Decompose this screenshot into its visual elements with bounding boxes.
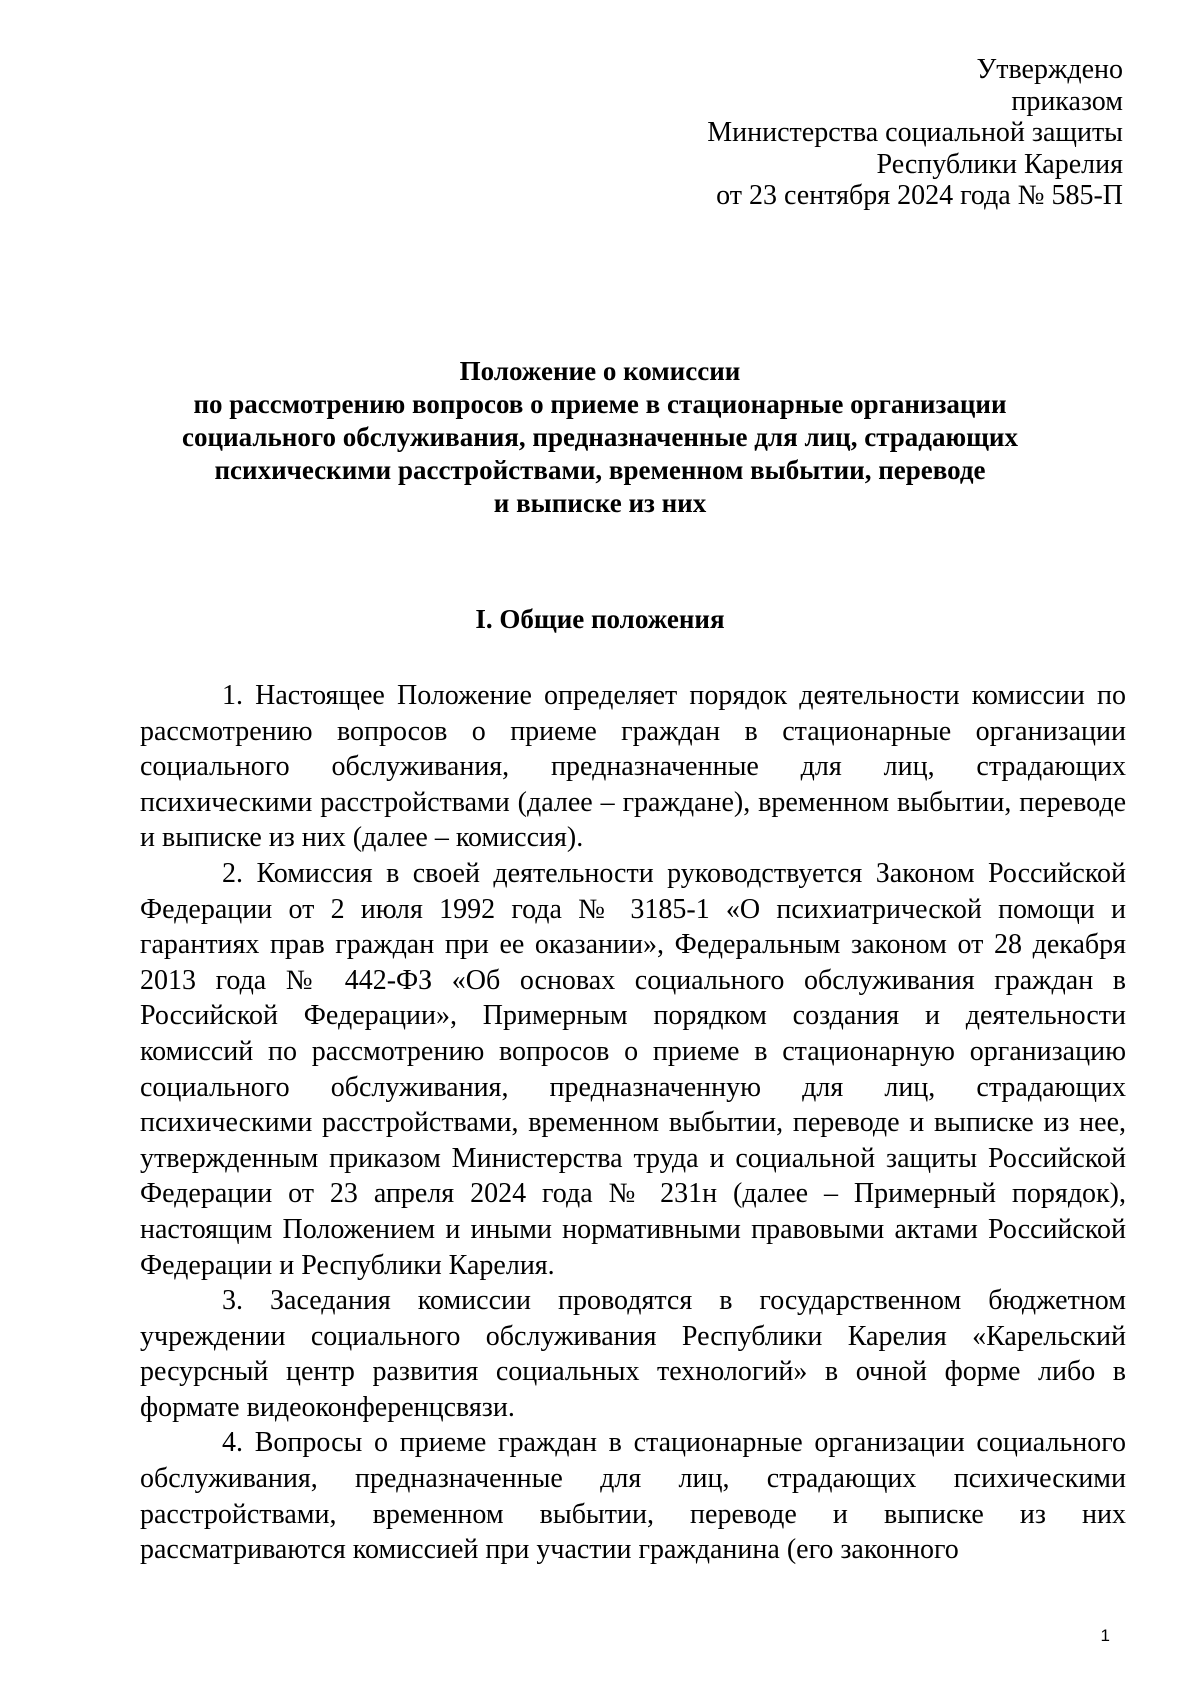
approval-line: Министерства социальной защиты [707,117,1123,148]
approval-line: от 23 сентября 2024 года № 585-П [716,180,1123,211]
section-heading: I. Общие положения [475,604,725,634]
title-line: социального обслуживания, предназначенные для лиц, страдающих [182,422,1018,452]
title-line: и выписке из них [493,488,707,518]
paragraph-2: 2. Комиссия в своей деятельности руководствуется Законом Российской Федерации от 2 июля 1992 года № 3185-1 «О психиатрической помощи и гарантиях прав граждан при ее оказании», Федеральным законом от 28 декабря 2013 года № 442-ФЗ «Об основах социального обслуживания граждан в Российской Федерации», Примерным порядком создания и деятельности комиссий по рассмотрению вопросов о приеме в стационарную организацию социального обслуживания, предназначенную для лиц, страдающих психическими расстройствами, временном выбытии, переводе и выписке из нее, утвержденным приказом Министерства труда и социальной защиты Российской Федерации от 23 апреля 2024 года № 231н (далее – Примерный порядок), настоящим Положением и иными нормативными правовыми актами Российской Федерации и Республики Карелия. [140,857,1126,1281]
approval-line: приказом [1011,85,1123,117]
page-number: 1 [1100,1626,1110,1645]
approval-block [707,54,1123,212]
paragraph-4: 4. Вопросы о приеме граждан в стационарные организации социального обслуживания, предназначенные для лиц, страдающих психическими расстройствами, временном выбытии, переводе и выписке из них рассматриваются комиссией при участии гражданина (его законного [140,1427,1126,1566]
paragraph-3: 3. Заседания комиссии проводятся в государственном бюджетном учреждении социального обслуживания Республики Карелия «Карельский ресурсный центр развития социальных технологий» в очной форме либо в формате видеоконференцсвязи. [140,1285,1126,1423]
section-body [140,678,1126,1568]
title-line: по рассмотрению вопросов о приеме в стационарные организации [193,389,1007,419]
document-title [170,355,1030,520]
paragraph-1: 1. Настоящее Положение определяет порядок деятельности комиссии по рассмотрению вопросов о приеме граждан в стационарные организации социального обслуживания, предназначенные для лиц, страдающих психическими расстройствами (далее – граждане), временном выбытии, переводе и выписке из них (далее – комиссия). [140,680,1126,854]
approval-line: Республики Карелия [876,148,1123,180]
title-line: психическими расстройствами, временном выбытии, переводе [214,455,986,485]
title-line: Положение о комиссии [459,356,741,386]
approval-line: Утверждено [976,54,1123,85]
